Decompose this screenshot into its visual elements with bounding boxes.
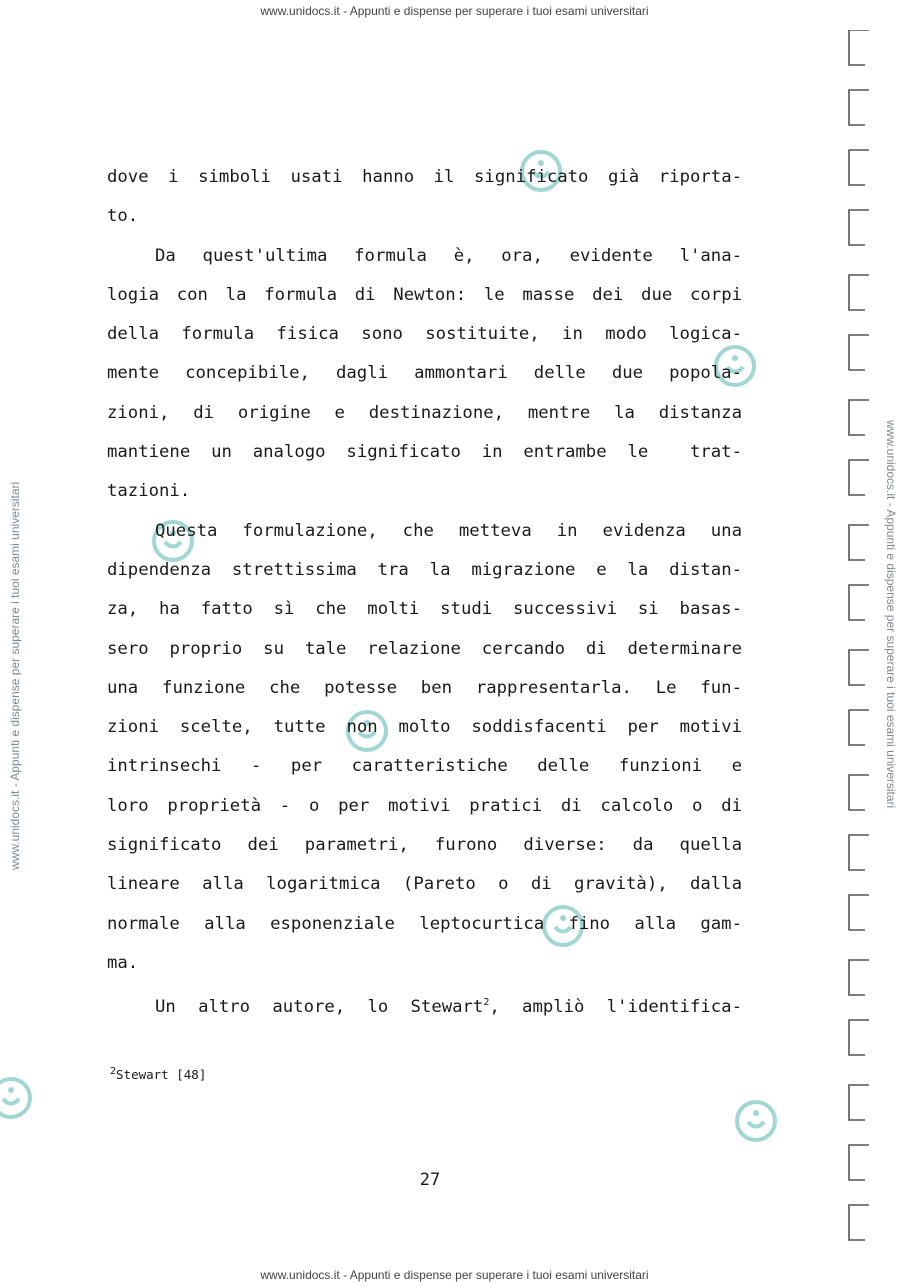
footnote-text: Stewart [48] [116, 1067, 207, 1083]
text-line: lineare alla logaritmica (Pareto o di gravità), dalla [107, 874, 742, 895]
text-line: to. [107, 206, 139, 227]
text-line: dove i simboli usati hanno il significato già riporta- [107, 167, 742, 187]
text-segment: Un altro autore, lo Stewart [155, 997, 484, 1017]
unidocs-logo-icon [733, 1098, 779, 1144]
text-line: mantiene un analogo significato in entrambe le trat- [107, 442, 742, 463]
text-line: mente concepibile, dagli ammontari delle due popola- [107, 363, 742, 384]
text-line: loro proprietà - o per motivi pratici di calcolo o di [107, 795, 742, 816]
text-line: significato dei parametri, furono diverse: da quella [107, 835, 742, 856]
text-line: zioni scelte, tutte non molto soddisfacenti per motivi [107, 717, 742, 738]
text-line: ma. [107, 952, 139, 973]
page-number: 27 [419, 1170, 441, 1190]
footnote-marker: 2 [110, 1066, 117, 1077]
text-segment: , ampliò l'identifica- [489, 997, 742, 1017]
text-line: intrinsechi - per caratteristiche delle funzioni e [107, 756, 742, 777]
text-line: sero proprio su tale relazione cercando di determinare [107, 638, 742, 659]
text-line: logia con la formula di Newton: le masse dei due corpi [107, 284, 742, 305]
text-line [107, 983, 742, 1022]
text-line: za, ha fatto sì che molti studi successivi si basas- [107, 599, 742, 620]
footnote [110, 1066, 206, 1082]
text-line: Questa formulazione, che metteva in evidenza una [155, 520, 742, 541]
watermark-header: www.unidocs.it - Appunti e dispense per superare i tuoi esami universitari [260, 4, 649, 18]
text-line: tazioni. [107, 481, 191, 502]
text-line: della formula fisica sono sostituite, in modo logica- [107, 324, 742, 345]
text-line: una funzione che potesse ben rappresentarla. Le fun- [107, 677, 742, 698]
binding-rings [845, 30, 875, 1270]
unidocs-logo-icon [0, 1075, 34, 1121]
footnote-reference: 2 [483, 997, 490, 1009]
text-line: dipendenza strettissima tra la migrazione e la distan- [107, 559, 742, 580]
text-line: zioni, di origine e destinazione, mentre la distanza [107, 402, 742, 423]
watermark-footer: www.unidocs.it - Appunti e dispense per superare i tuoi esami universitari [260, 1268, 649, 1282]
text-line: Da quest'ultima formula è, ora, evidente l'ana- [155, 245, 742, 266]
watermark-right: www.unidocs.it - Appunti e dispense per superare i tuoi esami universitari [884, 420, 898, 809]
watermark-left: www.unidocs.it - Appunti e dispense per superare i tuoi esami universitari [8, 481, 22, 870]
body-text [107, 158, 742, 1023]
text-line: normale alla esponenziale leptocurtica fino alla gam- [107, 913, 742, 934]
